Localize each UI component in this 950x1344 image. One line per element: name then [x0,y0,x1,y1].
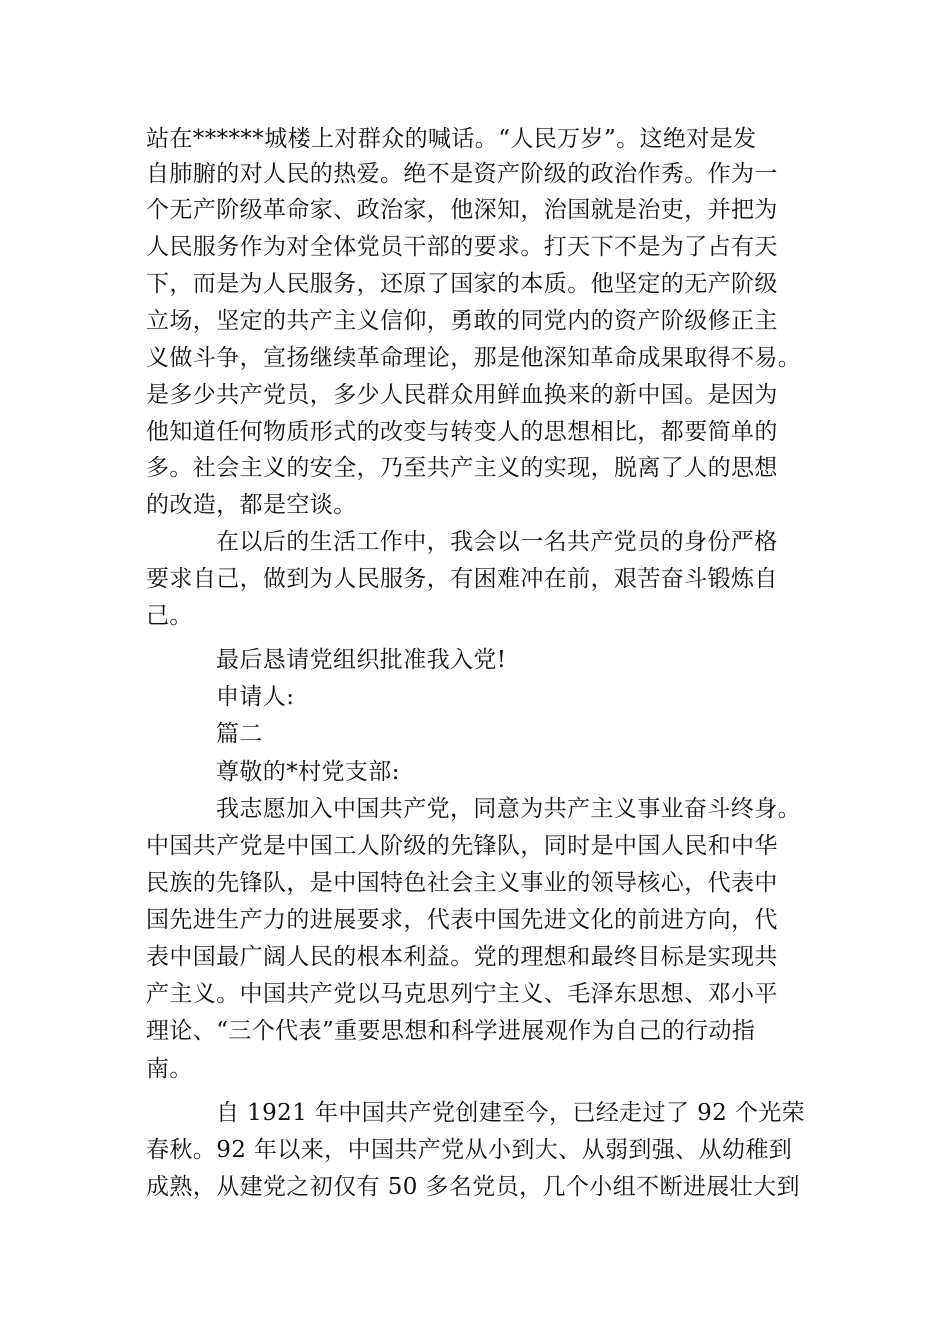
text-line: 义做斗争，宣扬继续革命理论，那是他深知革命成果取得不易。 [146,345,802,371]
text-line: 中国共产党是中国工人阶级的先锋队，同时是中国人民和中华 [146,833,778,859]
text-line: 他知道任何物质形式的改变与转变人的思想相比，都要简单的 [146,419,778,445]
text-line: 成熟，从建党之初仅有 50 多名党员，几个小组不断进展壮大到 [146,1174,800,1200]
text-line: 多。社会主义的安全，乃至共产主义的实现，脱离了人的思想 [146,455,778,481]
text-line: 下，而是为人民服务，还原了国家的本质。他坚定的无产阶级 [146,271,778,297]
text-line: 站在******城楼上对群众的喊话。“人民万岁”。这绝对是发 [146,126,757,152]
text-line: 立场，坚定的共产主义信仰，勇敢的同党内的资产阶级修正主 [146,308,778,334]
text-line: 我志愿加入中国共产党，同意为共产主义事业奋斗终身。 [216,796,801,822]
text-line: 理论、“三个代表”重要思想和科学进展观作为自己的行动指 [146,1018,756,1044]
text-line: 春秋。92 年以来，中国共产党从小到大、从弱到强、从幼稚到 [146,1137,793,1163]
text-line: 尊敬的*村党支部: [216,759,400,785]
text-line: 个无产阶级革命家、政治家，他深知，治国就是治吏，并把为 [146,197,778,223]
text-line: 要求自己，做到为人民服务，有困难冲在前，艰苦奋斗锻炼自 [146,566,778,592]
text-line: 在以后的生活工作中，我会以一名共产党员的身份严格 [216,529,778,555]
text-line: 民族的先锋队，是中国特色社会主义事业的领导核心，代表中 [146,870,778,896]
text-line: 人民服务作为对全体党员干部的要求。打天下不是为了占有天 [146,234,778,260]
text-line: 最后恳请党组织批准我入党! [216,647,507,673]
text-line: 自 1921 年中国共产党创建至今，已经走过了 92 个光荣 [216,1100,806,1126]
text-line: 产主义。中国共产党以马克思列宁主义、毛泽东思想、邓小平 [146,981,778,1007]
text-line: 是多少共产党员，多少人民群众用鲜血换来的新中国。是因为 [146,382,778,408]
text-line: 申请人: [216,684,295,710]
text-line: 篇二 [216,721,263,747]
text-line: 国先进生产力的进展要求，代表中国先进文化的前进方向，代 [146,907,778,933]
text-line: 自肺腑的对人民的热爱。绝不是资产阶级的政治作秀。作为一 [146,161,778,187]
text-line: 己。 [146,603,193,629]
text-line: 表中国最广阔人民的根本利益。党的理想和最终目标是实现共 [146,944,778,970]
text-line: 的改造，都是空谈。 [146,492,357,518]
text-line: 南。 [146,1056,193,1082]
